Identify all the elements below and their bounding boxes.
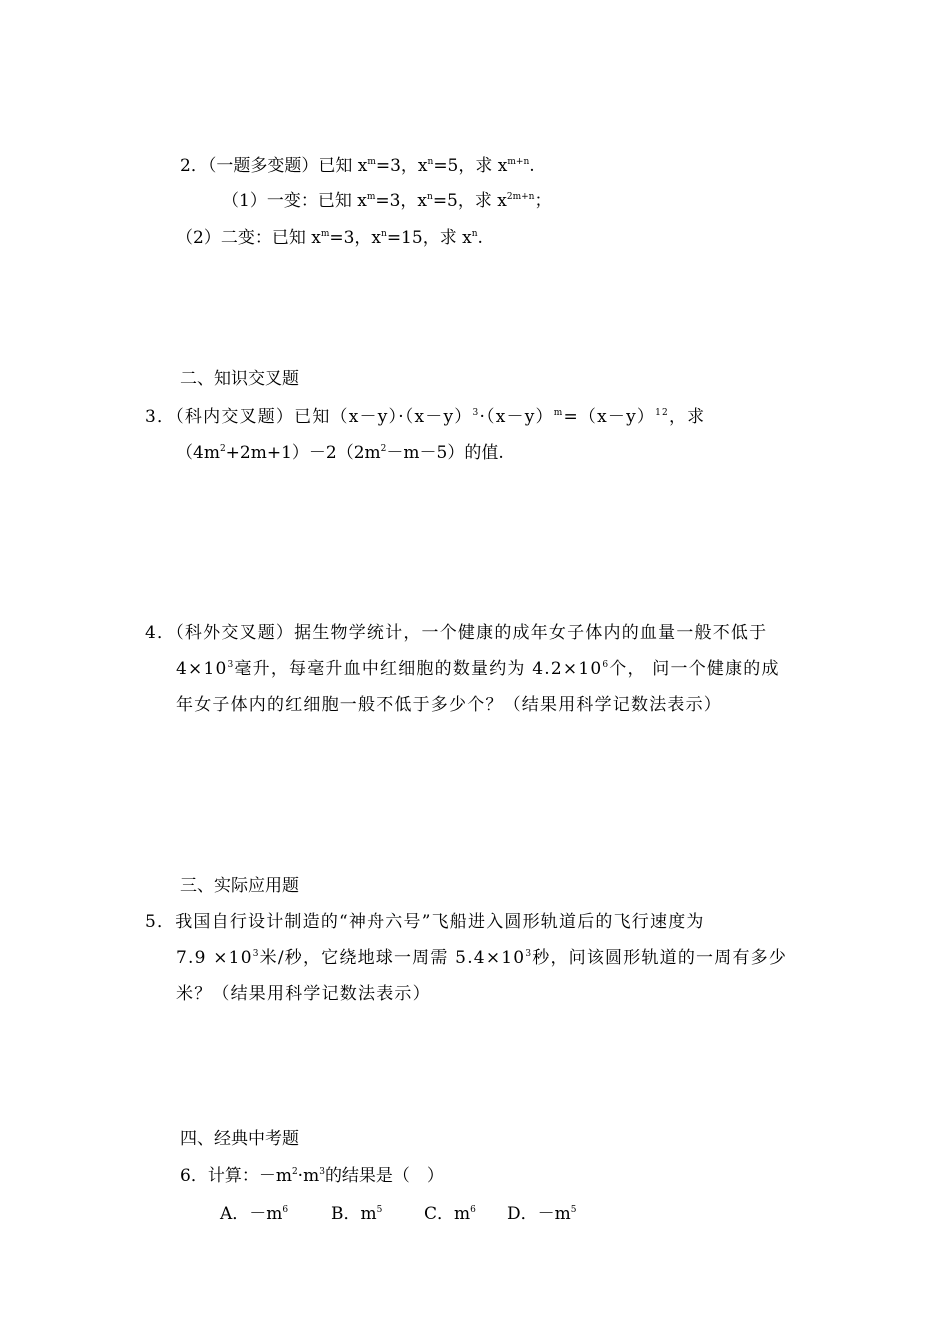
q2v2-text-4: . — [477, 228, 483, 248]
q4-text-2: 毫升，每毫升血中红细胞的数量约为 4.2×10 — [234, 659, 603, 679]
q2v1-text-4: ； — [534, 191, 552, 211]
q6-option-c-label: C．m — [424, 1204, 471, 1224]
q2v2-text-1: （2）二变：已知 x — [176, 228, 321, 248]
q6-text-1: 6．计算：－m — [180, 1166, 292, 1186]
q4-line-3: 年女子体内的红细胞一般不低于多少个？（结果用科学记数法表示） — [176, 695, 722, 715]
q6-option-d-label: D．－m — [507, 1204, 571, 1224]
q3b-text-2: +2m+1）－2（2m — [225, 443, 381, 463]
q6-exp-1: 2 — [291, 1167, 298, 1177]
q2-text-4: . — [529, 156, 535, 176]
q6-option-a — [220, 1203, 288, 1225]
q2v2-exp-2: n — [381, 229, 387, 239]
q5-line-3: 米？（结果用科学记数法表示） — [176, 984, 431, 1004]
q6-option-d — [507, 1203, 576, 1225]
q3-text-4: ，求 — [668, 407, 706, 427]
q5-text-2: 米/秒，它绕地球一周需 5.4×10 — [259, 948, 526, 968]
q6-exp-2: 3 — [319, 1167, 325, 1177]
q4-exp-1: 3 — [227, 660, 235, 670]
q2v1-text-1: （1）一变：已知 x — [222, 191, 367, 211]
q2-text-3: =5，求 x — [433, 156, 508, 176]
q4-line-1: 4．（科外交叉题）据生物学统计，一个健康的成年女子体内的血量一般不低于 — [145, 623, 768, 643]
q6-text-3: 的结果是（ ） — [324, 1166, 444, 1186]
q3b-text-3: －m－5）的值. — [386, 443, 504, 463]
q2v1-text-2: =3，x — [375, 191, 428, 211]
q6-option-b-exp: 5 — [376, 1205, 383, 1215]
q6-option-a-exp: 6 — [282, 1205, 289, 1215]
q6-option-c — [424, 1203, 476, 1225]
section-heading-3: 三、实际应用题 — [180, 876, 299, 896]
q6-stem — [180, 1165, 444, 1187]
q4-exp-2: 6 — [602, 660, 610, 670]
q4-text-3: 个， 问一个健康的成 — [609, 659, 780, 679]
q2v1-exp-2: n — [427, 192, 433, 202]
section-heading-4: 四、经典中考题 — [180, 1129, 299, 1149]
q4-line-2 — [176, 658, 780, 680]
q5-line-2 — [176, 947, 787, 969]
q2v2-exp-3: n — [471, 229, 478, 239]
q6-option-b — [331, 1203, 382, 1225]
q3-text-3: =（x－y） — [563, 407, 656, 427]
q4-text-1: 4×10 — [176, 659, 228, 679]
q2-text-2: =3，x — [375, 156, 428, 176]
q6-text-2: ·m — [297, 1166, 320, 1186]
q6-option-c-exp: 6 — [470, 1205, 476, 1215]
q2-text-1: 2．（一题多变题）已知 x — [180, 156, 368, 176]
q3-line-2 — [176, 442, 504, 464]
q2-line — [180, 155, 535, 177]
q3b-exp-1: 2 — [219, 444, 226, 454]
q3-exp-2: m — [553, 408, 564, 418]
q2-variant-2 — [176, 227, 483, 249]
q2v2-exp-1: m — [320, 229, 330, 239]
q5-text-1: 7.9 ×10 — [176, 948, 253, 968]
q5-text-3: 秒，问该圆形轨道的一周有多少 — [532, 948, 788, 968]
q2-variant-1 — [222, 190, 551, 212]
q3b-text-1: （4m — [176, 443, 220, 463]
q2-exp-2: n — [427, 157, 434, 167]
q2v1-text-3: =5，求 x — [432, 191, 507, 211]
q3-exp-3: 12 — [655, 408, 669, 418]
q3-exp-1: 3 — [472, 408, 480, 418]
section-heading-2: 二、知识交叉题 — [180, 369, 299, 389]
q2-exp-3: m+n — [507, 157, 530, 167]
q6-option-b-label: B．m — [331, 1204, 377, 1224]
q5-exp-2: 3 — [525, 949, 533, 959]
q3b-exp-2: 2 — [380, 444, 387, 454]
q2v1-exp-3: 2m+n — [506, 192, 535, 202]
q3-text-1: 3．（科内交叉题）已知（x－y）·（x－y） — [145, 407, 473, 427]
q6-option-a-label: A．－m — [220, 1204, 283, 1224]
q5-exp-1: 3 — [252, 949, 260, 959]
q5-line-1: 5．我国自行设计制造的“神舟六号”飞船进入圆形轨道后的飞行速度为 — [145, 912, 705, 932]
q2v2-text-3: =15，求 x — [386, 228, 472, 248]
q3-text-2: ·（x－y） — [479, 407, 554, 427]
q2-exp-1: m — [367, 157, 376, 167]
q2v1-exp-1: m — [366, 192, 376, 202]
q6-option-d-exp: 5 — [570, 1205, 577, 1215]
q3-line-1 — [145, 406, 705, 428]
q2v2-text-2: =3，x — [329, 228, 382, 248]
